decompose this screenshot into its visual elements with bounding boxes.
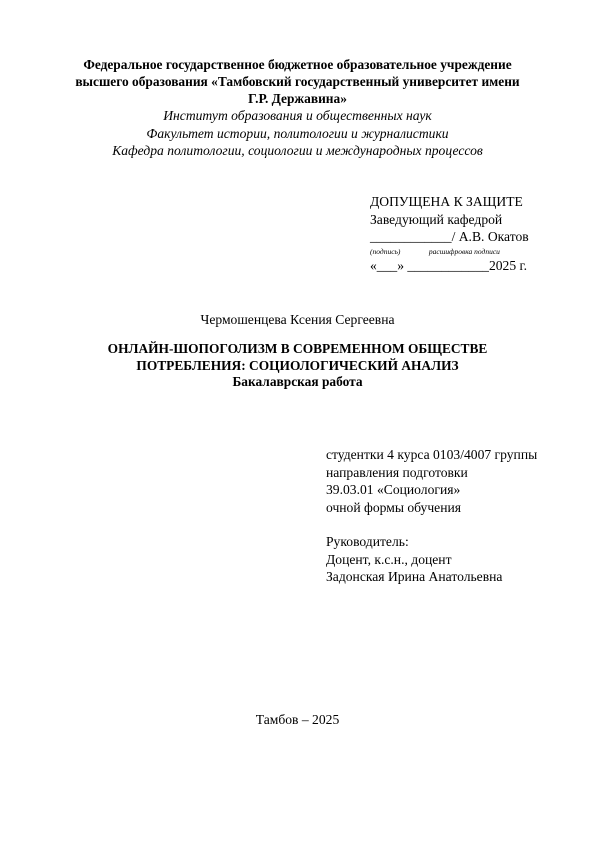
supervisor-block [326, 533, 502, 586]
work-type: Бакалаврская работа [232, 374, 363, 389]
thesis-title [0, 341, 595, 391]
student-info-line-3: 39.03.01 «Социология» [326, 482, 461, 497]
student-info-line-4: очной формы обучения [326, 499, 462, 515]
institution-line-1: Федеральное государственное бюджетное образовательное учреждение [83, 57, 512, 72]
title-line-2: ПОТРЕБЛЕНИЯ: СОЦИОЛОГИЧЕСКИЙ АНАЛИЗ [136, 357, 459, 373]
supervisor-position: Доцент, к.с.н., доцент [326, 551, 452, 567]
supervisor-name: Задонская Ирина Анатольевна [326, 569, 503, 584]
department-name: Кафедра политологии, социологии и международных процессов [112, 143, 483, 158]
title-line-1: ОНЛАЙН-ШОПОГОЛИЗМ В СОВРЕМЕННОМ ОБЩЕСТВЕ [107, 341, 488, 356]
approval-signature-line: ____________/ А.В. Окатов [370, 229, 529, 244]
institution-line-3: Г.Р. Державина» [248, 91, 347, 106]
student-info-line-1: студентки 4 курса 0103/4007 группы [326, 447, 538, 462]
student-info-line-2: направления подготовки [326, 464, 468, 480]
approval-sublabels [370, 246, 529, 257]
institution-header [0, 56, 595, 160]
approval-block [370, 193, 529, 274]
approval-heading: ДОПУЩЕНА К ЗАЩИТЕ [370, 194, 523, 209]
approval-date-line: «___» ____________2025 г. [370, 257, 527, 273]
supervisor-label: Руководитель: [326, 534, 409, 549]
sublabel-signature: (подпись) [370, 246, 401, 256]
institution-line-2: высшего образования «Тамбовский государственный университет имени [75, 74, 520, 89]
institute-name: Институт образования и общественных наук [163, 108, 432, 123]
city-year: Тамбов – 2025 [255, 712, 340, 727]
sublabel-decoding: расшифровка подписи [428, 246, 500, 256]
author-name: Чермошенцева Ксения Сергеевна [200, 312, 395, 327]
faculty-name: Факультет истории, политологии и журналистики [146, 125, 449, 141]
approval-role: Заведующий кафедрой [370, 211, 503, 227]
student-info [326, 446, 537, 516]
